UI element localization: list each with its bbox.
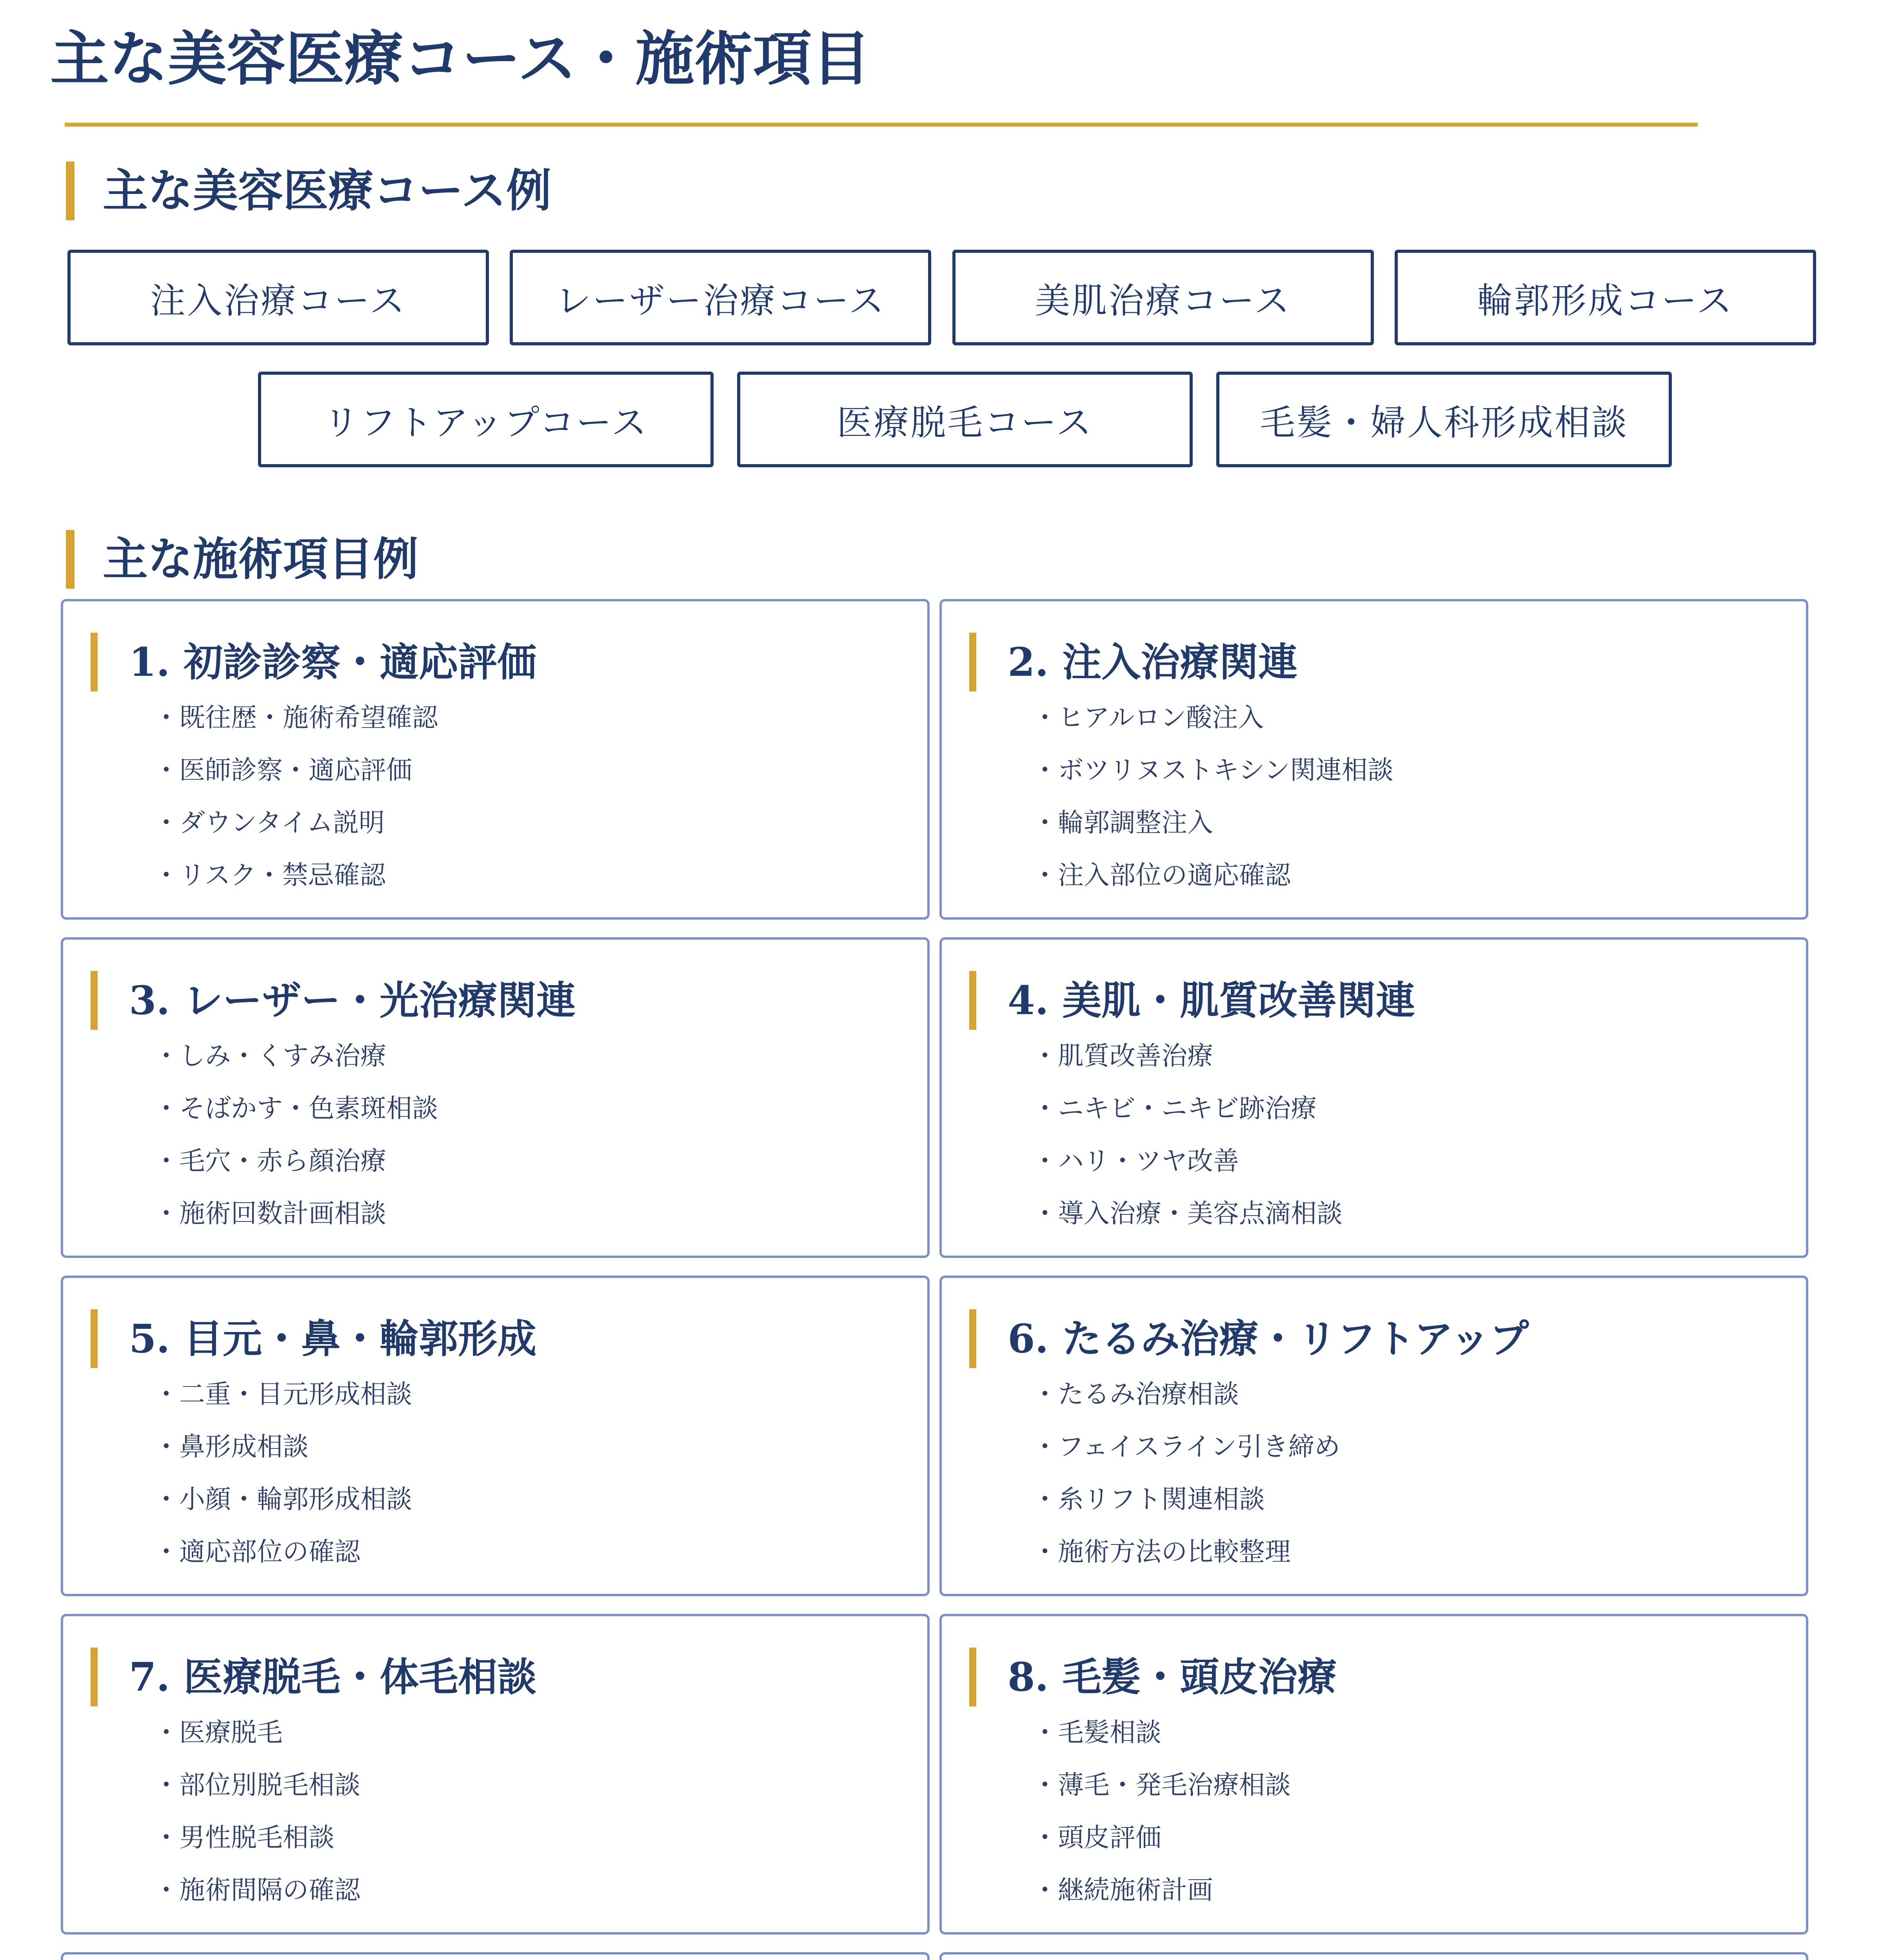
card-item-list xyxy=(91,1706,927,1916)
list-item: ・継続施術計画 xyxy=(1032,1875,1213,1905)
card-title: 7. 医療脱毛・体毛相談 xyxy=(91,1648,927,1706)
course-button-skin[interactable]: 美肌治療コース xyxy=(952,250,1374,345)
course-row-1 xyxy=(67,250,1816,345)
title-divider xyxy=(65,123,1698,127)
course-button-injection[interactable]: 注入治療コース xyxy=(67,250,489,345)
list-item: ・ダウンタイム説明 xyxy=(153,808,385,838)
treatment-card xyxy=(61,1614,930,1935)
treatment-card xyxy=(939,599,1808,920)
list-item: ・肌質改善治療 xyxy=(1032,1041,1213,1071)
list-item: ・ヒアルロン酸注入 xyxy=(1032,702,1264,733)
list-item: ・医師診察・適応評価 xyxy=(153,755,412,785)
list-item: ・男性脱毛相談 xyxy=(153,1822,334,1853)
list-item: ・注入部位の適応確認 xyxy=(1032,860,1291,890)
list-item: ・糸リフト関連相談 xyxy=(1032,1484,1265,1514)
list-item: ・そばかす・色素斑相談 xyxy=(153,1093,438,1123)
list-item: ・頭皮評価 xyxy=(1032,1822,1161,1853)
card-title: 4. 美肌・肌質改善関連 xyxy=(969,971,1806,1030)
course-button-laser[interactable]: レーザー治療コース xyxy=(510,250,931,345)
course-button-hair-removal[interactable]: 医療脱毛コース xyxy=(737,372,1193,467)
list-item: ・薄毛・発毛治療相談 xyxy=(1032,1770,1291,1800)
list-item: ・施術回数計画相談 xyxy=(153,1198,386,1229)
card-item-list xyxy=(91,691,927,902)
treatment-card xyxy=(939,1276,1808,1596)
treatment-card xyxy=(939,937,1808,1258)
course-button-liftup[interactable]: リフトアップコース xyxy=(258,372,714,467)
treatment-grid xyxy=(61,599,1808,1960)
list-item: ・毛穴・赤ら顔治療 xyxy=(153,1146,386,1176)
card-item-list xyxy=(969,1030,1806,1240)
card-title: 3. レーザー・光治療関連 xyxy=(91,971,927,1030)
card-item-list xyxy=(969,1368,1806,1578)
list-item: ・フェイスライン引き締め xyxy=(1032,1432,1341,1462)
card-item-list xyxy=(969,1706,1806,1916)
card-item-list xyxy=(969,691,1806,902)
list-item: ・適応部位の確認 xyxy=(153,1537,360,1567)
list-item: ・部位別脱毛相談 xyxy=(153,1770,360,1800)
list-item: ・たるみ治療相談 xyxy=(1032,1379,1239,1409)
list-item: ・導入治療・美容点滴相談 xyxy=(1032,1198,1342,1229)
card-item-list xyxy=(91,1030,927,1240)
card-title: 1. 初診診察・適応評価 xyxy=(91,633,927,691)
course-button-hair-gyn[interactable]: 毛髪・婦人科形成相談 xyxy=(1216,372,1672,467)
list-item: ・ニキビ・ニキビ跡治療 xyxy=(1032,1093,1317,1123)
courses-heading: 主な美容医療コース例 xyxy=(66,162,551,220)
list-item: ・施術間隔の確認 xyxy=(153,1875,360,1905)
list-item: ・リスク・禁忌確認 xyxy=(153,860,386,890)
list-item: ・毛髪相談 xyxy=(1032,1717,1161,1748)
treatment-card xyxy=(61,1952,930,1960)
list-item: ・ハリ・ツヤ改善 xyxy=(1032,1146,1239,1176)
list-item: ・小顔・輪郭形成相談 xyxy=(153,1484,412,1514)
card-title: 5. 目元・鼻・輪郭形成 xyxy=(91,1309,927,1368)
list-item: ・医療脱毛 xyxy=(153,1717,283,1748)
list-item: ・二重・目元形成相談 xyxy=(153,1379,412,1409)
page-title: 主な美容医療コース・施術項目 xyxy=(50,24,871,93)
treatment-card xyxy=(61,937,930,1258)
card-title: 2. 注入治療関連 xyxy=(969,633,1806,691)
course-button-contour[interactable]: 輪郭形成コース xyxy=(1395,250,1816,345)
treatment-card xyxy=(939,1614,1808,1935)
card-item-list xyxy=(91,1368,927,1578)
card-title: 6. たるみ治療・リフトアップ xyxy=(969,1309,1806,1368)
list-item: ・既往歴・施術希望確認 xyxy=(153,702,438,733)
list-item: ・鼻形成相談 xyxy=(153,1432,309,1462)
card-title: 8. 毛髪・頭皮治療 xyxy=(969,1648,1806,1706)
list-item: ・ボツリヌストキシン関連相談 xyxy=(1032,755,1393,785)
treatment-card xyxy=(61,1276,930,1596)
list-item: ・輪郭調整注入 xyxy=(1032,808,1213,838)
list-item: ・しみ・くすみ治療 xyxy=(153,1041,386,1071)
treatments-heading: 主な施術項目例 xyxy=(66,530,418,589)
treatment-card xyxy=(939,1952,1808,1960)
treatment-card xyxy=(61,599,930,920)
course-row-2 xyxy=(258,372,1672,467)
list-item: ・施術方法の比較整理 xyxy=(1032,1537,1291,1567)
